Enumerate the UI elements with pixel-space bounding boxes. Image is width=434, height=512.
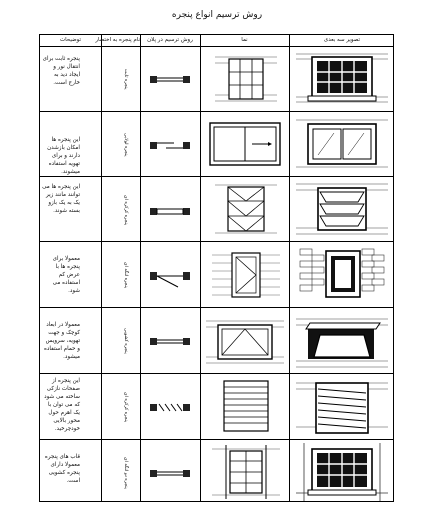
header-isometric: تصویر سه بعدی — [323, 37, 361, 43]
elevation-awning-window — [215, 181, 277, 237]
isometric-sliding-window — [296, 115, 388, 173]
row-name: پنجره کرکره ای — [123, 391, 128, 423]
column-divider — [200, 35, 201, 501]
row-name: پنجره کشویی — [123, 328, 128, 354]
elevation-fixed-window — [215, 51, 277, 106]
plan-symbol — [148, 133, 192, 159]
header-plan-method: روش ترسیم در پلان — [147, 37, 193, 43]
row-divider — [40, 176, 393, 177]
plan-symbol — [148, 395, 192, 421]
plan-symbol — [148, 199, 192, 225]
row-name: پنجره ثابت — [123, 68, 128, 90]
row-divider — [40, 307, 393, 308]
elevation-casement-window — [212, 247, 280, 303]
plan-symbol — [148, 67, 192, 93]
row-description: این پنجره ها می توانند مانند زیر یک به یک بازو بسته شوند. — [42, 184, 80, 214]
row-divider — [40, 439, 393, 440]
header-elevation: نما — [241, 37, 248, 43]
elevation-sliding-window — [206, 117, 284, 172]
header-divider — [40, 46, 393, 47]
plan-symbol — [148, 329, 192, 355]
column-divider — [101, 35, 102, 501]
elevation-double-hung-window — [212, 443, 280, 501]
header-abbr-name: نام پنجره به اختصار — [95, 37, 140, 43]
plan-symbol — [148, 461, 192, 487]
isometric-fixed-window — [296, 49, 388, 107]
row-description: این پنجره از صفحات نازکی ساخته می شود که می توان با یک اهرم حول محور بالایی خودچرخید. — [44, 378, 80, 432]
isometric-awning-window — [296, 180, 388, 238]
row-description: معمولا در ابعاد کوچک و جهت تهویه، سرویس و حمام استفاده میشود. — [43, 322, 80, 360]
header-description: توضیحات — [59, 37, 82, 43]
row-divider — [40, 373, 393, 374]
isometric-hopper-window — [296, 313, 388, 371]
row-name: پنجره دو لنگه ای — [123, 457, 128, 489]
isometric-louver-window — [296, 377, 388, 437]
row-description: این پنجره ها امکان بازشدن دارند و برای تهویه استفاده میشوند. — [47, 137, 80, 175]
column-divider — [140, 35, 141, 501]
column-divider — [289, 35, 290, 501]
row-description: قاب های پنجره معمولا دارای پنجره کشویی است. — [44, 454, 80, 484]
plan-symbol — [148, 264, 192, 290]
row-description: پنجره ثابت برای انتقال نور و ایجاد دید به خارج است. — [42, 56, 80, 86]
elevation-hopper-window — [206, 317, 284, 367]
row-description: معمولا برای پنجره ها با عرض کم استفاده می شود. — [52, 256, 80, 294]
row-name: پنجره لولایی — [123, 133, 128, 157]
page-title: روش ترسیم انواع پنجره — [171, 10, 263, 20]
elevation-louver-window — [212, 377, 280, 435]
isometric-casement-window — [296, 245, 388, 305]
row-divider — [40, 241, 393, 242]
window-types-table — [39, 34, 394, 502]
isometric-double-hung-window — [296, 443, 388, 501]
row-divider — [40, 111, 393, 112]
row-name: پنجره کرکره ای — [123, 194, 128, 226]
row-name: پنجره لنگه ای — [123, 261, 128, 289]
